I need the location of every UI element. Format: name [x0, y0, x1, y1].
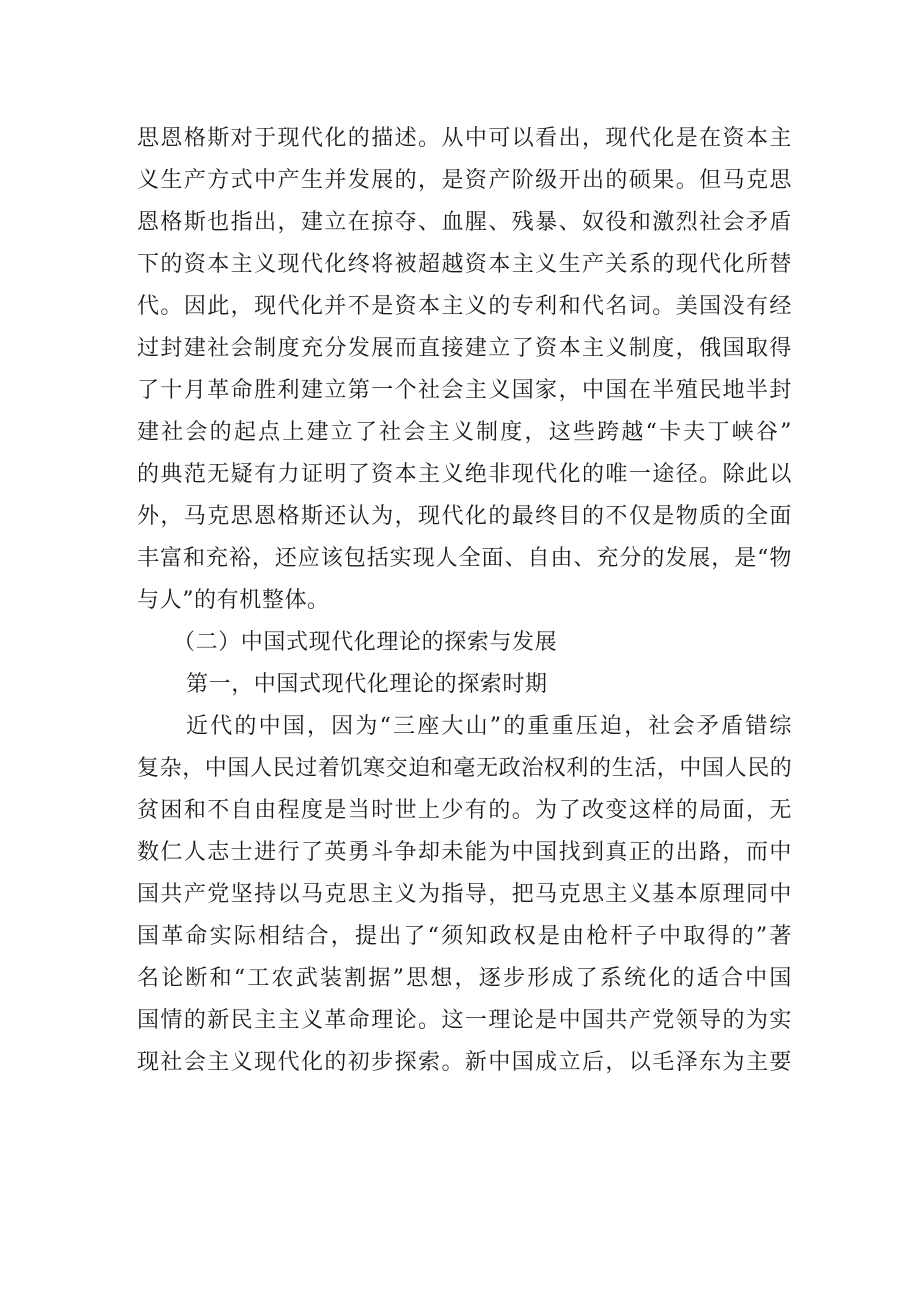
text-line: 下的资本主义现代化终将被超越资本主义生产关系的现代化所替 [137, 252, 792, 277]
body-text [137, 118, 792, 1084]
text-line: 了十月革命胜利建立第一个社会主义国家，中国在半殖民地半封 [137, 378, 792, 403]
text-line: 国革命实际相结合，提出了“须知政权是由枪杆子中取得的”著 [137, 924, 792, 949]
text-line: 国情的新民主主义革命理论。这一理论是中国共产党领导的为实 [137, 1008, 792, 1033]
text-line: 的典范无疑有力证明了资本主义绝非现代化的唯一途径。除此以 [137, 462, 792, 487]
text-line: 与人”的有机整体。 [137, 588, 330, 613]
subheading: 第一，中国式现代化理论的探索时期 [186, 672, 548, 697]
text-line: 外，马克思恩格斯还认为，现代化的最终目的不仅是物质的全面 [137, 504, 792, 529]
text-line: 丰富和充裕，还应该包括实现人全面、自由、充分的发展，是“物 [137, 546, 792, 571]
text-line: 名论断和“工农武装割据”思想，逐步形成了系统化的适合中国 [137, 966, 792, 991]
text-line: 过封建社会制度充分发展而直接建立了资本主义制度，俄国取得 [137, 336, 792, 361]
text-line: 现社会主义现代化的初步探索。新中国成立后，以毛泽东为主要 [137, 1050, 792, 1075]
text-line: 义生产方式中产生并发展的，是资产阶级开出的硕果。但马克思 [137, 168, 792, 193]
text-line: 复杂，中国人民过着饥寒交迫和毫无政治权利的生活，中国人民的 [137, 756, 793, 781]
text-line: 国共产党坚持以马克思主义为指导，把马克思主义基本原理同中 [137, 882, 792, 907]
text-line: 贫困和不自由程度是当时世上少有的。为了改变这样的局面，无 [137, 798, 792, 823]
text-line: 近代的中国，因为“三座大山”的重重压迫，社会矛盾错综 [186, 714, 792, 739]
text-line: 建社会的起点上建立了社会主义制度，这些跨越“卡夫丁峡谷” [137, 420, 792, 445]
text-line: 恩格斯也指出，建立在掠夺、血腥、残暴、奴役和激烈社会矛盾 [137, 210, 792, 235]
text-line: 数仁人志士进行了英勇斗争却未能为中国找到真正的出路，而中 [137, 840, 792, 865]
text-line: 思恩格斯对于现代化的描述。从中可以看出，现代化是在资本主 [137, 126, 792, 151]
text-line: 代。因此，现代化并不是资本主义的专利和代名词。美国没有经 [137, 294, 792, 319]
section-heading: （二）中国式现代化理论的探索与发展 [173, 630, 558, 655]
